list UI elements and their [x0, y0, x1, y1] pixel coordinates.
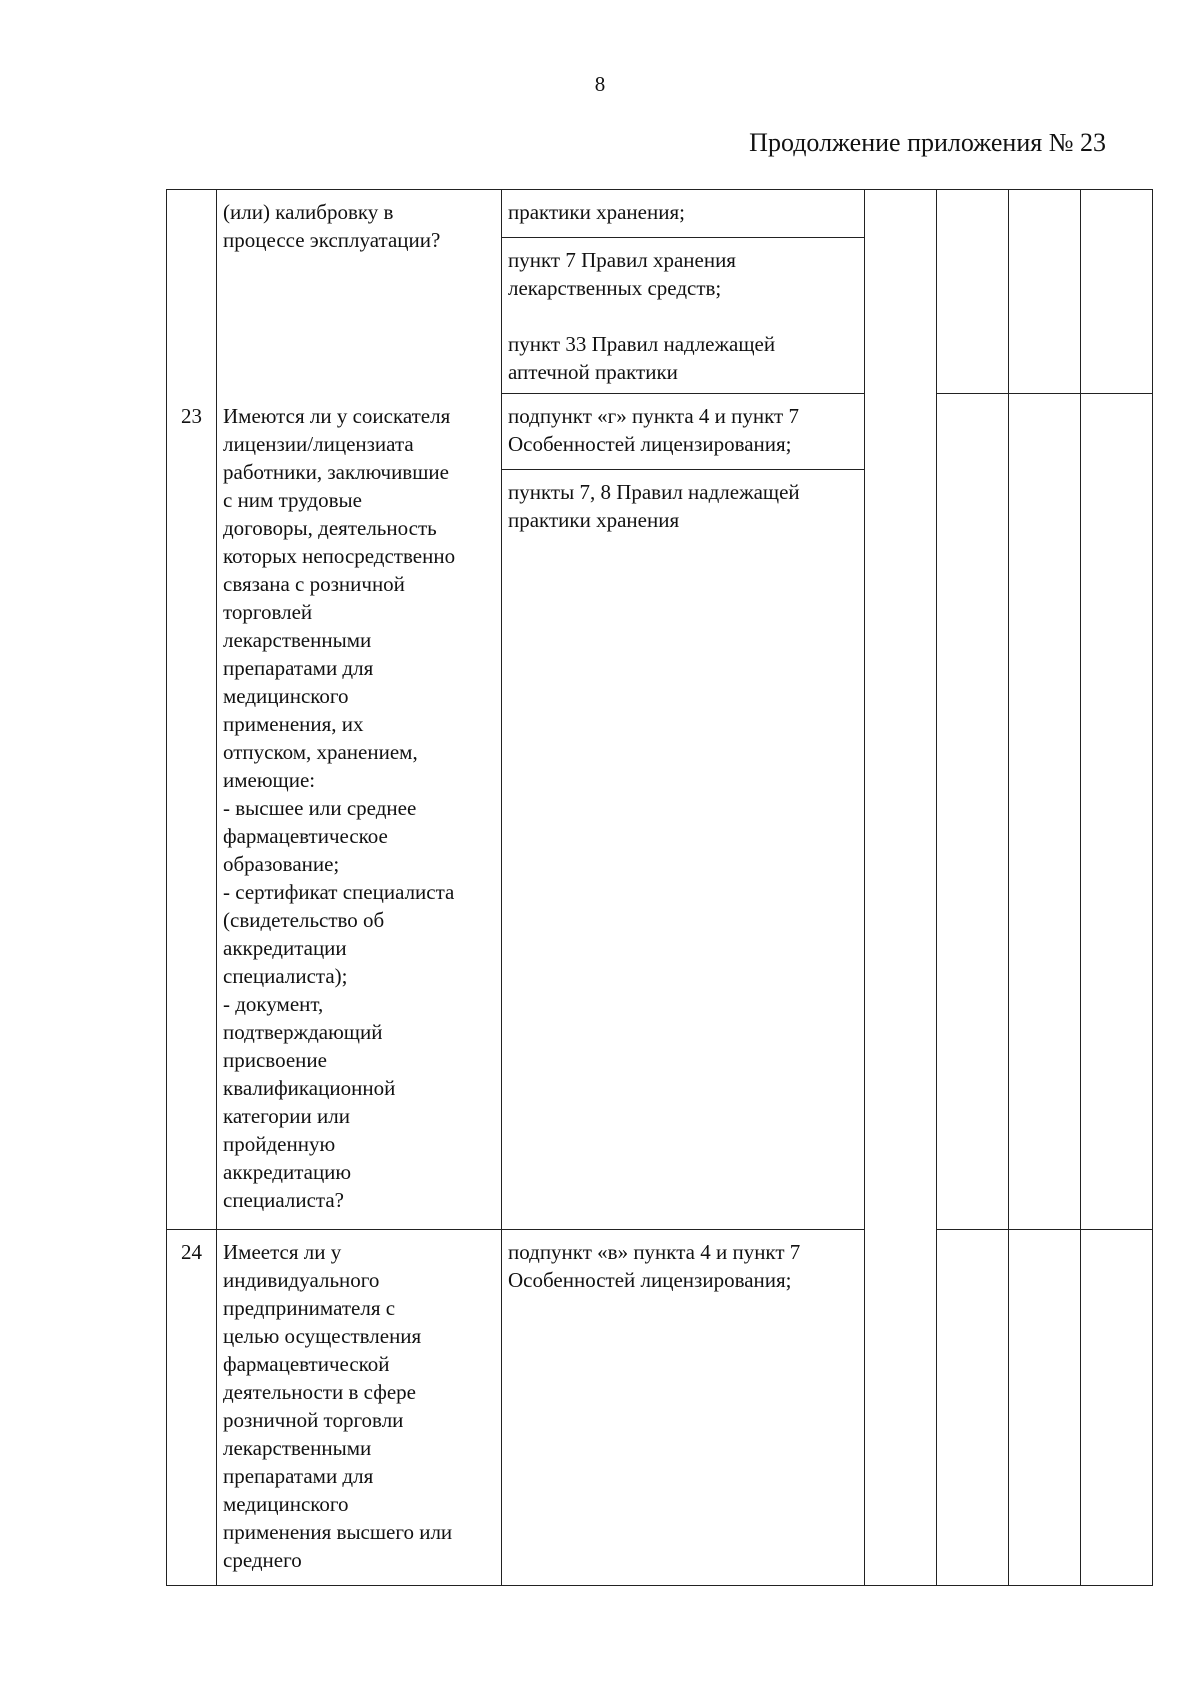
appendix-title: Продолжение приложения № 23 — [749, 128, 1106, 157]
answer-cell — [1009, 1230, 1081, 1586]
question-cell: Имеется ли у индивидуального предпринимателя с целью осуществления фармацевтической деятельности в сфере розничной торговли лекарственными препаратами для медицинского применения высшего или среднего — [217, 1230, 502, 1586]
answer-cell — [1081, 1230, 1153, 1586]
answer-cell — [1009, 394, 1081, 1230]
question-cell: (или) калибровку в процессе эксплуатации? — [217, 190, 502, 394]
answer-cell — [937, 394, 1009, 1230]
reference-cell: подпункт «г» пункта 4 и пункт 7 Особенностей лицензирования; — [502, 394, 865, 470]
question-cell: Имеются ли у соискателя лицензии/лицензиата работники, заключившие с ним трудовые договоры, деятельность которых непосредственно связана с розничной торговлей лекарственными препаратами для медицинского применения, их отпуском, хранением, имеющие: - высшее или среднее фармацевтическое образование; - сертификат специалиста (свидетельство об аккредитации специалиста); - документ, подтверждающий присвоение квалификационной категории или пройденную аккредитацию специалиста? — [217, 394, 502, 1230]
row-number — [167, 190, 217, 394]
reference-cell: пункт 7 Правил хранения лекарственных средств; пункт 33 Правил надлежащей аптечной практики — [502, 238, 865, 394]
table-row — [167, 394, 1153, 470]
table-row — [167, 190, 1153, 238]
answer-cell — [865, 190, 937, 1586]
answer-cell — [937, 1230, 1009, 1586]
reference-cell: подпункт «в» пункта 4 и пункт 7 Особенностей лицензирования; — [502, 1230, 865, 1586]
reference-cell: пункты 7, 8 Правил надлежащей практики хранения — [502, 470, 865, 1230]
page-number: 8 — [594, 72, 606, 96]
answer-cell — [1009, 190, 1081, 394]
table-row — [167, 1230, 1153, 1586]
answer-cell — [937, 190, 1009, 394]
requirements-table — [166, 189, 1153, 1586]
reference-cell: практики хранения; — [502, 190, 865, 238]
row-number: 23 — [167, 394, 217, 1230]
row-number: 24 — [167, 1230, 217, 1586]
answer-cell — [1081, 190, 1153, 394]
answer-cell — [1081, 394, 1153, 1230]
